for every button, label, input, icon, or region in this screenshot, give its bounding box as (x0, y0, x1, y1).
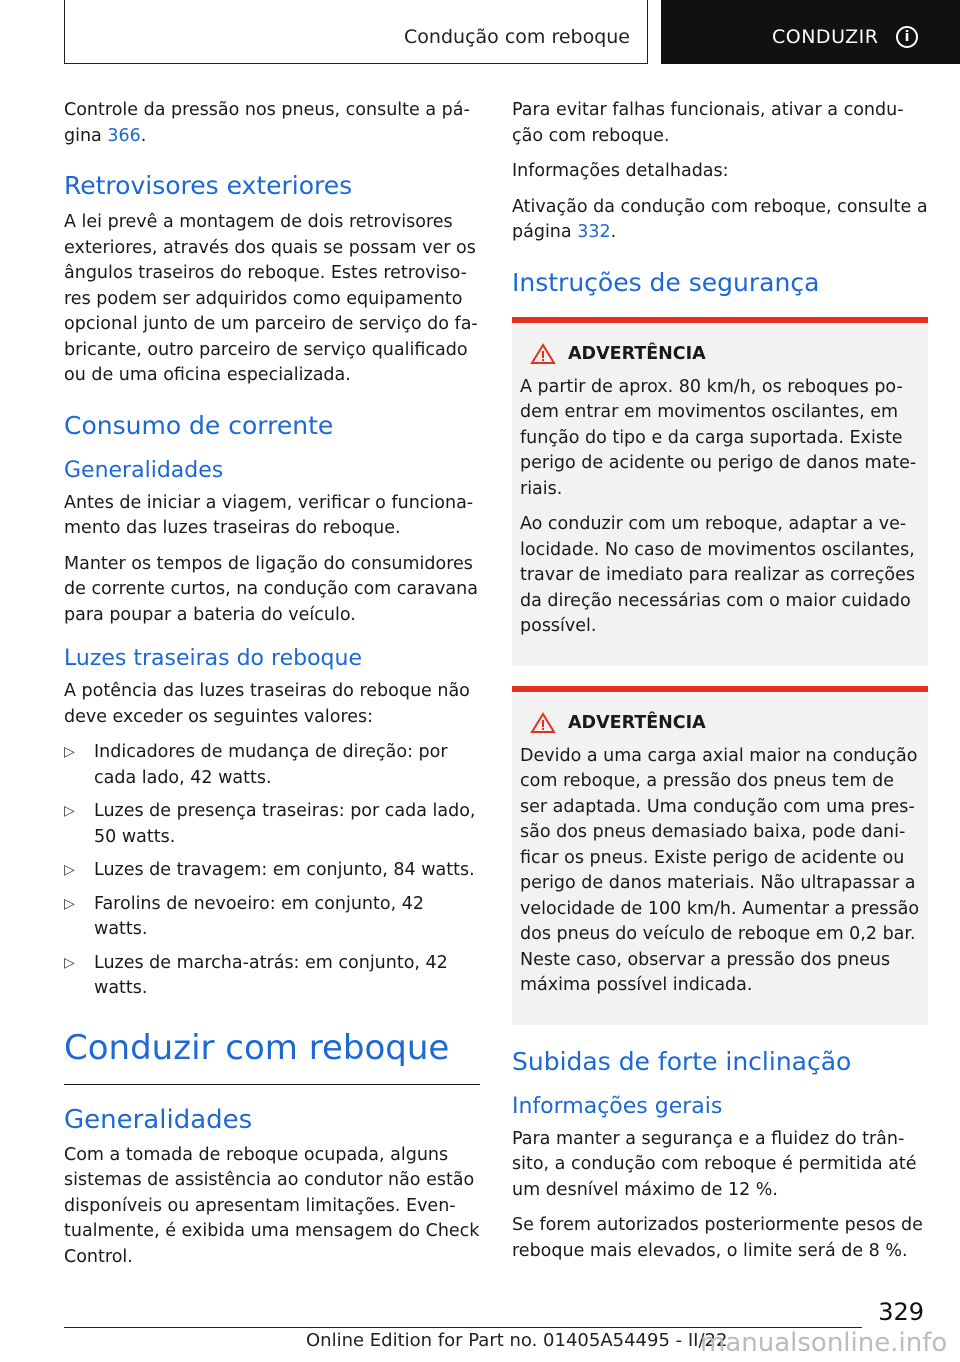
right-paragraph-3: Ativação da condução com reboque, consulte a página 332. (512, 196, 928, 242)
intro-paragraph: Controle da pressão nos pneus, consulte a pá-gina 366. (64, 100, 470, 146)
warning-triangle-icon (530, 343, 556, 365)
heading-general-2: Generalidades (64, 1104, 253, 1135)
general2-paragraph: Com a tomada de reboque ocupada, alguns sistemas de assistência ao condutor não estão disponíveis ou apresentam limitações. Even-tualmente, é exibida uma mensagem do Check Control. (64, 1144, 480, 1267)
header-chapter-title: CONDUZIR (772, 26, 879, 48)
right-paragraph-2: Informações detalhadas: (512, 161, 729, 181)
heading-mirrors: Retrovisores exteriores (64, 171, 353, 200)
warning-title: ADVERTÊNCIA (530, 343, 920, 365)
triangle-bullet-icon: ▷ (64, 803, 75, 819)
right-column (512, 98, 928, 1274)
warning-triangle-icon (530, 712, 556, 734)
slopes-paragraph-1: Para manter a segurança e a fluidez do trân-sito, a condução com reboque é permitida até um desnível máximo de 12 %. (512, 1128, 917, 1200)
header-section-title: Condução com reboque (404, 26, 630, 48)
warning1-paragraph-2: Ao conduzir com um reboque, adaptar a ve-locidade. No caso de movimentos oscilantes, travar de imediato para realizar as correções da direção necessárias com o maior cuidado possível. (520, 514, 915, 636)
lights-paragraph: A potência das luzes traseiras do reboque não deve exceder os seguintes valores: (64, 681, 470, 727)
slopes-paragraph-2: Se forem autorizados posteriormente pesos de reboque mais elevados, o limite será de 8 %. (512, 1215, 923, 1261)
page-link-332[interactable]: 332 (577, 222, 611, 242)
info-icon: i (896, 26, 918, 48)
page-link-366[interactable]: 366 (107, 125, 141, 146)
triangle-bullet-icon: ▷ (64, 744, 75, 760)
list-item: ▷ Luzes de presença traseiras: por cada lado, 50 watts. (64, 801, 476, 847)
list-item: ▷ Luzes de marcha-atrás: em conjunto, 42 watts. (64, 952, 448, 998)
right-paragraph-1: Para evitar falhas funcionais, ativar a condu-ção com reboque. (512, 100, 904, 146)
heading-general-1: Generalidades (64, 457, 224, 483)
list-item: ▷ Indicadores de mudança de direção: por cada lado, 42 watts. (64, 742, 448, 788)
heading-slopes: Subidas de forte inclinação (512, 1046, 852, 1076)
warning1-paragraph-1: A partir de aprox. 80 km/h, os reboques po-dem entrar em movimentos oscilantes, em função do tipo e da carga suportada. Existe perigo de acidente ou perigo de danos mate-riais. (520, 376, 917, 499)
heading-drive: Conduzir com reboque (64, 1028, 480, 1085)
warning2-paragraph-1: Devido a uma carga axial maior na condução com reboque, a pressão dos pneus tem de ser adaptada. Uma condução com uma pres-são dos pneus demasiado baixa, pode dani-ficar os pneus. Existe perigo de acidente ou perigo de danos materiais. Não ultrapassar a velocidade de 100 km/h. Aumentar a pressão dos pneus do veículo de reboque em 0,2 bar. Neste caso, observar a pressão dos pneus máxima possível indicada. (520, 745, 920, 995)
triangle-bullet-icon: ▷ (64, 954, 75, 971)
warning-title: ADVERTÊNCIA (530, 712, 920, 734)
heading-lights: Luzes traseiras do reboque (64, 646, 362, 671)
heading-info: Informações gerais (512, 1093, 723, 1119)
list-item: ▷ Farolins de nevoeiro: em conjunto, 42 watts. (64, 893, 424, 939)
watermark: manualsonline.info (700, 1328, 948, 1358)
left-column (64, 98, 480, 1280)
list-item: ▷ Luzes de travagem: em conjunto, 84 watts. (64, 858, 480, 884)
mirrors-paragraph: A lei prevê a montagem de dois retrovisores exteriores, através dos quais se possam ver os ângulos traseiros do reboque. Estes retroviso-res podem ser adquiridos como equipamento opcional junto de um parceiro de serviço do fa-bricante, outro parceiro de serviço qualificado ou de uma oficina especializada. (64, 212, 478, 385)
lights-list (64, 740, 480, 1002)
page-number: 329 (878, 1298, 924, 1326)
heading-safety: Instruções de segurança (512, 267, 820, 297)
general1-paragraph-b: Manter os tempos de ligação do consumidores de corrente curtos, na condução com caravana para poupar a bateria do veículo. (64, 553, 478, 625)
warning-box-2 (512, 686, 928, 1025)
heading-current: Consumo de corrente (64, 410, 334, 440)
triangle-bullet-icon: ▷ (64, 895, 75, 912)
triangle-bullet-icon: ▷ (64, 862, 75, 878)
general1-paragraph-a: Antes de iniciar a viagem, verificar o funciona-mento das luzes traseiras do reboque. (64, 492, 474, 538)
warning-box-1 (512, 317, 928, 666)
footer-edition: Online Edition for Part no. 01405A54495 - II/22 (306, 1330, 728, 1351)
